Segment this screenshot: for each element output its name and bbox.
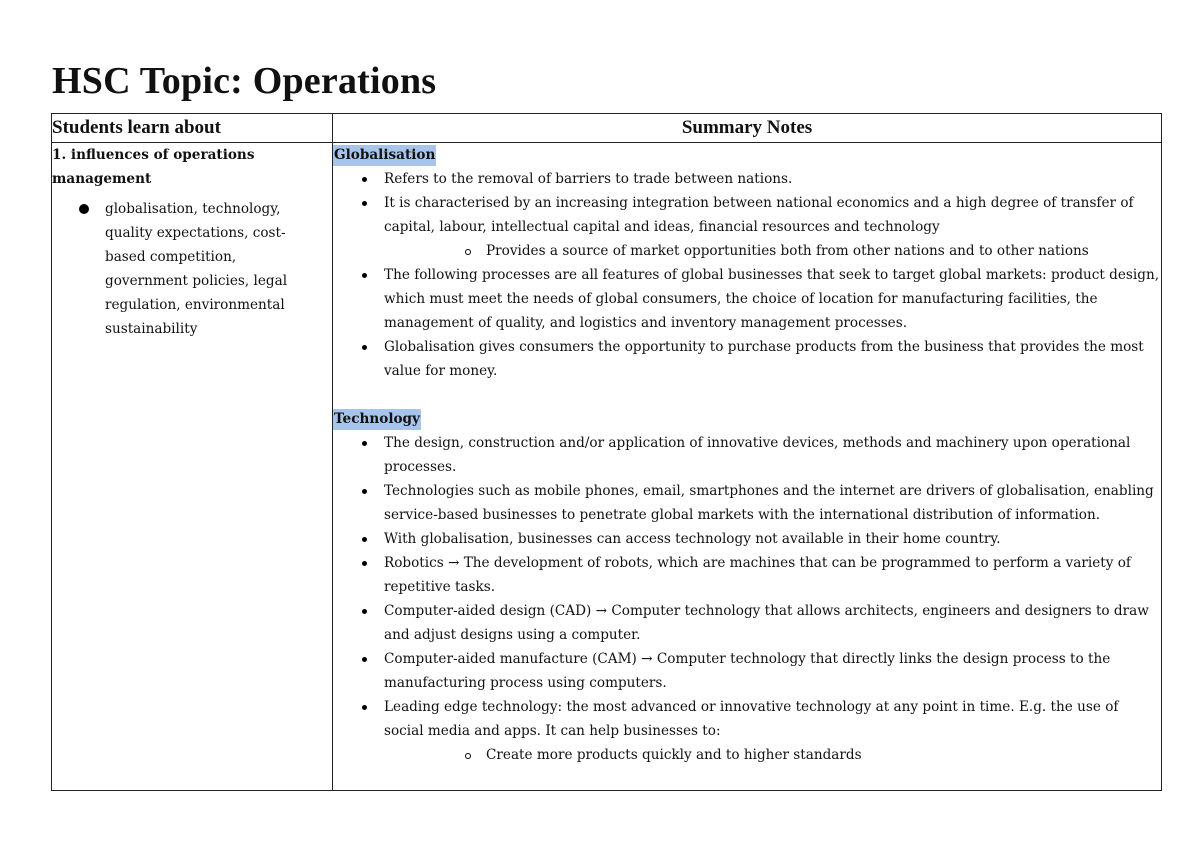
sub-list-item-text: Provides a source of market opportunities both from other nations and to other nations bbox=[486, 243, 1089, 259]
list-item bbox=[333, 647, 1161, 695]
topic-heading: 1. influences of operations management bbox=[52, 147, 255, 187]
sub-list-item bbox=[384, 743, 1161, 767]
filled-bullet-icon bbox=[79, 204, 89, 214]
bullet-icon bbox=[362, 561, 367, 566]
section-spacer bbox=[333, 383, 1161, 407]
bullet-icon bbox=[362, 177, 367, 182]
bullet-icon bbox=[362, 273, 367, 278]
list-item bbox=[333, 191, 1161, 263]
list-item bbox=[333, 479, 1161, 527]
list-item-text: The design, construction and/or application of innovative devices, methods and machinery upon operational processes. bbox=[384, 435, 1131, 475]
sub-list-item bbox=[384, 239, 1161, 263]
list-item-text: The following processes are all features of global businesses that seek to target global markets: product design, which must meet the needs of global consumers, the choice of location for manufacturing facilities, the management of quality, and logistics and inventory management processes. bbox=[384, 267, 1160, 331]
bullet-icon bbox=[362, 537, 367, 542]
bullet-icon bbox=[362, 441, 367, 446]
list-item bbox=[333, 335, 1161, 383]
table-row bbox=[52, 143, 1162, 791]
hollow-bullet-icon bbox=[465, 753, 471, 759]
bullet-icon bbox=[362, 609, 367, 614]
globalisation-bullet-list bbox=[333, 167, 1161, 383]
list-item bbox=[333, 599, 1161, 647]
section-globalisation bbox=[333, 143, 1161, 383]
section-heading-technology: Technology bbox=[333, 409, 421, 430]
list-item-text: Robotics → The development of robots, which are machines that can be programmed to perform a variety of repetitive tasks. bbox=[384, 555, 1131, 595]
list-item-text: Globalisation gives consumers the opportunity to purchase products from the business that provides the most value for money. bbox=[384, 339, 1144, 379]
list-item-text: With globalisation, businesses can access technology not available in their home country. bbox=[384, 531, 1001, 547]
bullet-icon bbox=[362, 705, 367, 710]
list-item-text: Technologies such as mobile phones, email, smartphones and the internet are drivers of globalisation, enabling service-based businesses to penetrate global markets with the international distribution of information. bbox=[384, 483, 1154, 523]
students-learn-cell bbox=[52, 143, 333, 791]
notes-table bbox=[51, 113, 1162, 791]
topic-bullet-list bbox=[52, 197, 332, 341]
section-heading-globalisation: Globalisation bbox=[333, 145, 436, 166]
list-item-text: Computer-aided design (CAD) → Computer technology that allows architects, engineers and designers to draw and adjust designs using a computer. bbox=[384, 603, 1149, 643]
bullet-icon bbox=[362, 657, 367, 662]
sub-bullet-list bbox=[384, 239, 1161, 263]
list-item-text: Computer-aided manufacture (CAM) → Computer technology that directly links the design process to the manufacturing process using computers. bbox=[384, 651, 1111, 691]
bullet-icon bbox=[362, 345, 367, 350]
technology-bullet-list bbox=[333, 431, 1161, 767]
hollow-bullet-icon bbox=[465, 249, 471, 255]
list-item bbox=[333, 551, 1161, 599]
list-item bbox=[333, 527, 1161, 551]
list-item bbox=[333, 263, 1161, 335]
list-item-text: Leading edge technology: the most advanced or innovative technology at any point in time. E.g. the use of social media and apps. It can help businesses to: bbox=[384, 699, 1119, 739]
sub-list-item-text: Create more products quickly and to higher standards bbox=[486, 747, 862, 763]
column-header-summary-notes: Summary Notes bbox=[333, 114, 1162, 143]
column-header-students-learn-about: Students learn about bbox=[52, 114, 333, 143]
topic-bullet bbox=[52, 197, 332, 341]
section-technology bbox=[333, 407, 1161, 767]
bullet-icon bbox=[362, 489, 367, 494]
page-title: HSC Topic: Operations bbox=[52, 60, 437, 102]
list-item bbox=[333, 695, 1161, 767]
list-item-text: Refers to the removal of barriers to trade between nations. bbox=[384, 171, 793, 187]
sub-bullet-list bbox=[384, 743, 1161, 767]
list-item bbox=[333, 431, 1161, 479]
table-header-row bbox=[52, 114, 1162, 143]
topic-bullet-text: globalisation, technology, quality expectations, cost-based competition, government policies, legal regulation, environmental sustainability bbox=[105, 201, 288, 337]
list-item-text: It is characterised by an increasing integration between national economics and a high degree of transfer of capital, labour, intellectual capital and ideas, financial resources and technology bbox=[384, 195, 1134, 235]
summary-notes-cell bbox=[333, 143, 1162, 791]
bullet-icon bbox=[362, 201, 367, 206]
list-item bbox=[333, 167, 1161, 191]
